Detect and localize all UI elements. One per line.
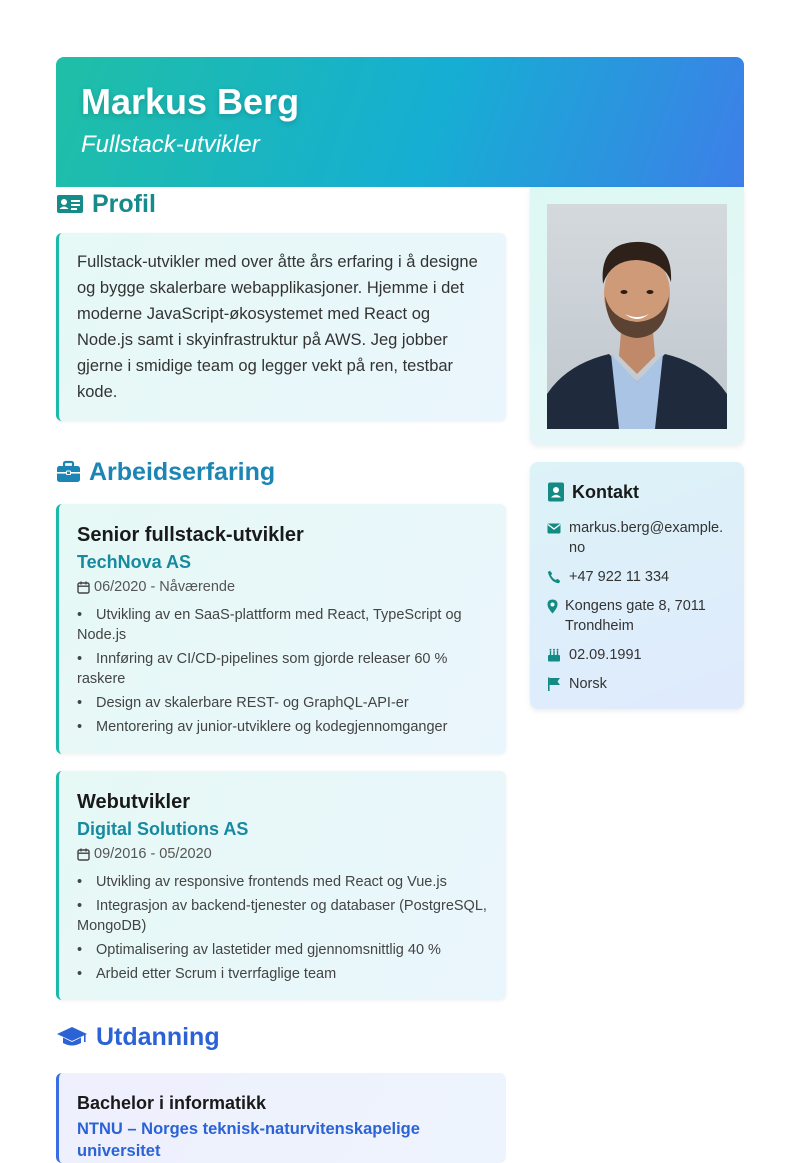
job-period-text: 06/2020 - Nåværende	[94, 579, 236, 595]
contact-heading	[547, 482, 727, 502]
contact-email-row	[547, 518, 727, 558]
person-name: Markus Berg	[81, 81, 300, 122]
main-column	[56, 187, 506, 1163]
contact-phone-row	[547, 567, 727, 587]
list-item: • Innføring av CI/CD-pipelines som gjorde releaser 60 % raskere	[77, 649, 488, 689]
map-pin-icon	[547, 599, 558, 614]
experience-heading	[56, 455, 506, 489]
education-card	[56, 1073, 506, 1163]
contact-nationality: Norsk	[569, 676, 607, 692]
list-item: • Mentorering av junior-utviklere og kodegjennomganger	[77, 717, 488, 737]
contact-address-row	[547, 596, 727, 636]
education-school: NTNU – Norges teknisk-naturvitenskapelige universitet	[77, 1120, 420, 1160]
calendar-icon	[77, 848, 90, 861]
job-bullets	[77, 605, 488, 737]
contact-card	[530, 462, 744, 709]
job-company: Digital Solutions AS	[77, 819, 249, 839]
profile-heading	[56, 187, 506, 221]
job-period-text: 09/2016 - 05/2020	[94, 846, 212, 862]
flag-icon	[547, 677, 561, 691]
contact-birthdate-row	[547, 645, 727, 665]
list-item: • Optimalisering av lastetider med gjennomsnittlig 40 %	[77, 940, 488, 960]
list-item: • Utvikling av responsive frontends med React og Vue.js	[77, 872, 488, 892]
calendar-icon	[77, 581, 90, 594]
photo-card	[530, 187, 744, 445]
list-item: • Arbeid etter Scrum i tverrfaglige team	[77, 964, 488, 984]
birthday-cake-icon	[547, 648, 561, 662]
contact-phone[interactable]: +47 922 11 334	[569, 569, 670, 585]
phone-icon	[547, 570, 561, 584]
contact-email[interactable]: markus.berg@example.no	[569, 520, 724, 556]
experience-heading-label: Arbeidserfaring	[89, 457, 276, 486]
job-period	[77, 578, 488, 596]
education-heading-label: Utdanning	[96, 1022, 220, 1051]
address-book-icon	[547, 482, 565, 502]
contact-nationality-row	[547, 674, 727, 694]
profile-photo	[547, 204, 727, 429]
person-role: Fullstack-utvikler	[81, 131, 260, 158]
list-item: • Utvikling av en SaaS-plattform med React, TypeScript og Node.js	[77, 605, 488, 645]
profile-heading-label: Profil	[92, 189, 156, 218]
graduation-cap-icon	[56, 1025, 88, 1049]
job-period	[77, 845, 488, 863]
job-card	[56, 504, 506, 754]
envelope-icon	[547, 523, 561, 534]
contact-birthdate: 02.09.1991	[569, 647, 642, 663]
job-card	[56, 771, 506, 1000]
education-degree: Bachelor i informatikk	[77, 1093, 267, 1113]
job-company: TechNova AS	[77, 552, 192, 572]
cv-header	[56, 57, 744, 187]
list-item: • Integrasjon av backend-tjenester og databaser (PostgreSQL, MongoDB)	[77, 896, 488, 936]
education-heading	[56, 1020, 506, 1054]
job-title: Webutvikler	[77, 791, 190, 813]
briefcase-icon	[56, 461, 81, 483]
contact-heading-label: Kontakt	[572, 481, 639, 502]
id-card-icon	[56, 193, 84, 215]
profile-text: Fullstack-utvikler med over åtte års erfaring i å designe og bygge skalerbare webapplikasjoner. Hjemme i det moderne JavaScript-økosystemet med React og Node.js samt i skyinfrastruktur på AWS. Jeg jobber gjerne i smidige team og legger vekt på ren, testbar kode.	[77, 253, 478, 401]
list-item: • Design av skalerbare REST- og GraphQL-API-er	[77, 693, 488, 713]
job-bullets	[77, 872, 488, 984]
contact-address: Kongens gate 8, 7011 Trondheim	[565, 598, 706, 634]
job-title: Senior fullstack-utvikler	[77, 524, 304, 546]
profile-card	[56, 233, 506, 421]
